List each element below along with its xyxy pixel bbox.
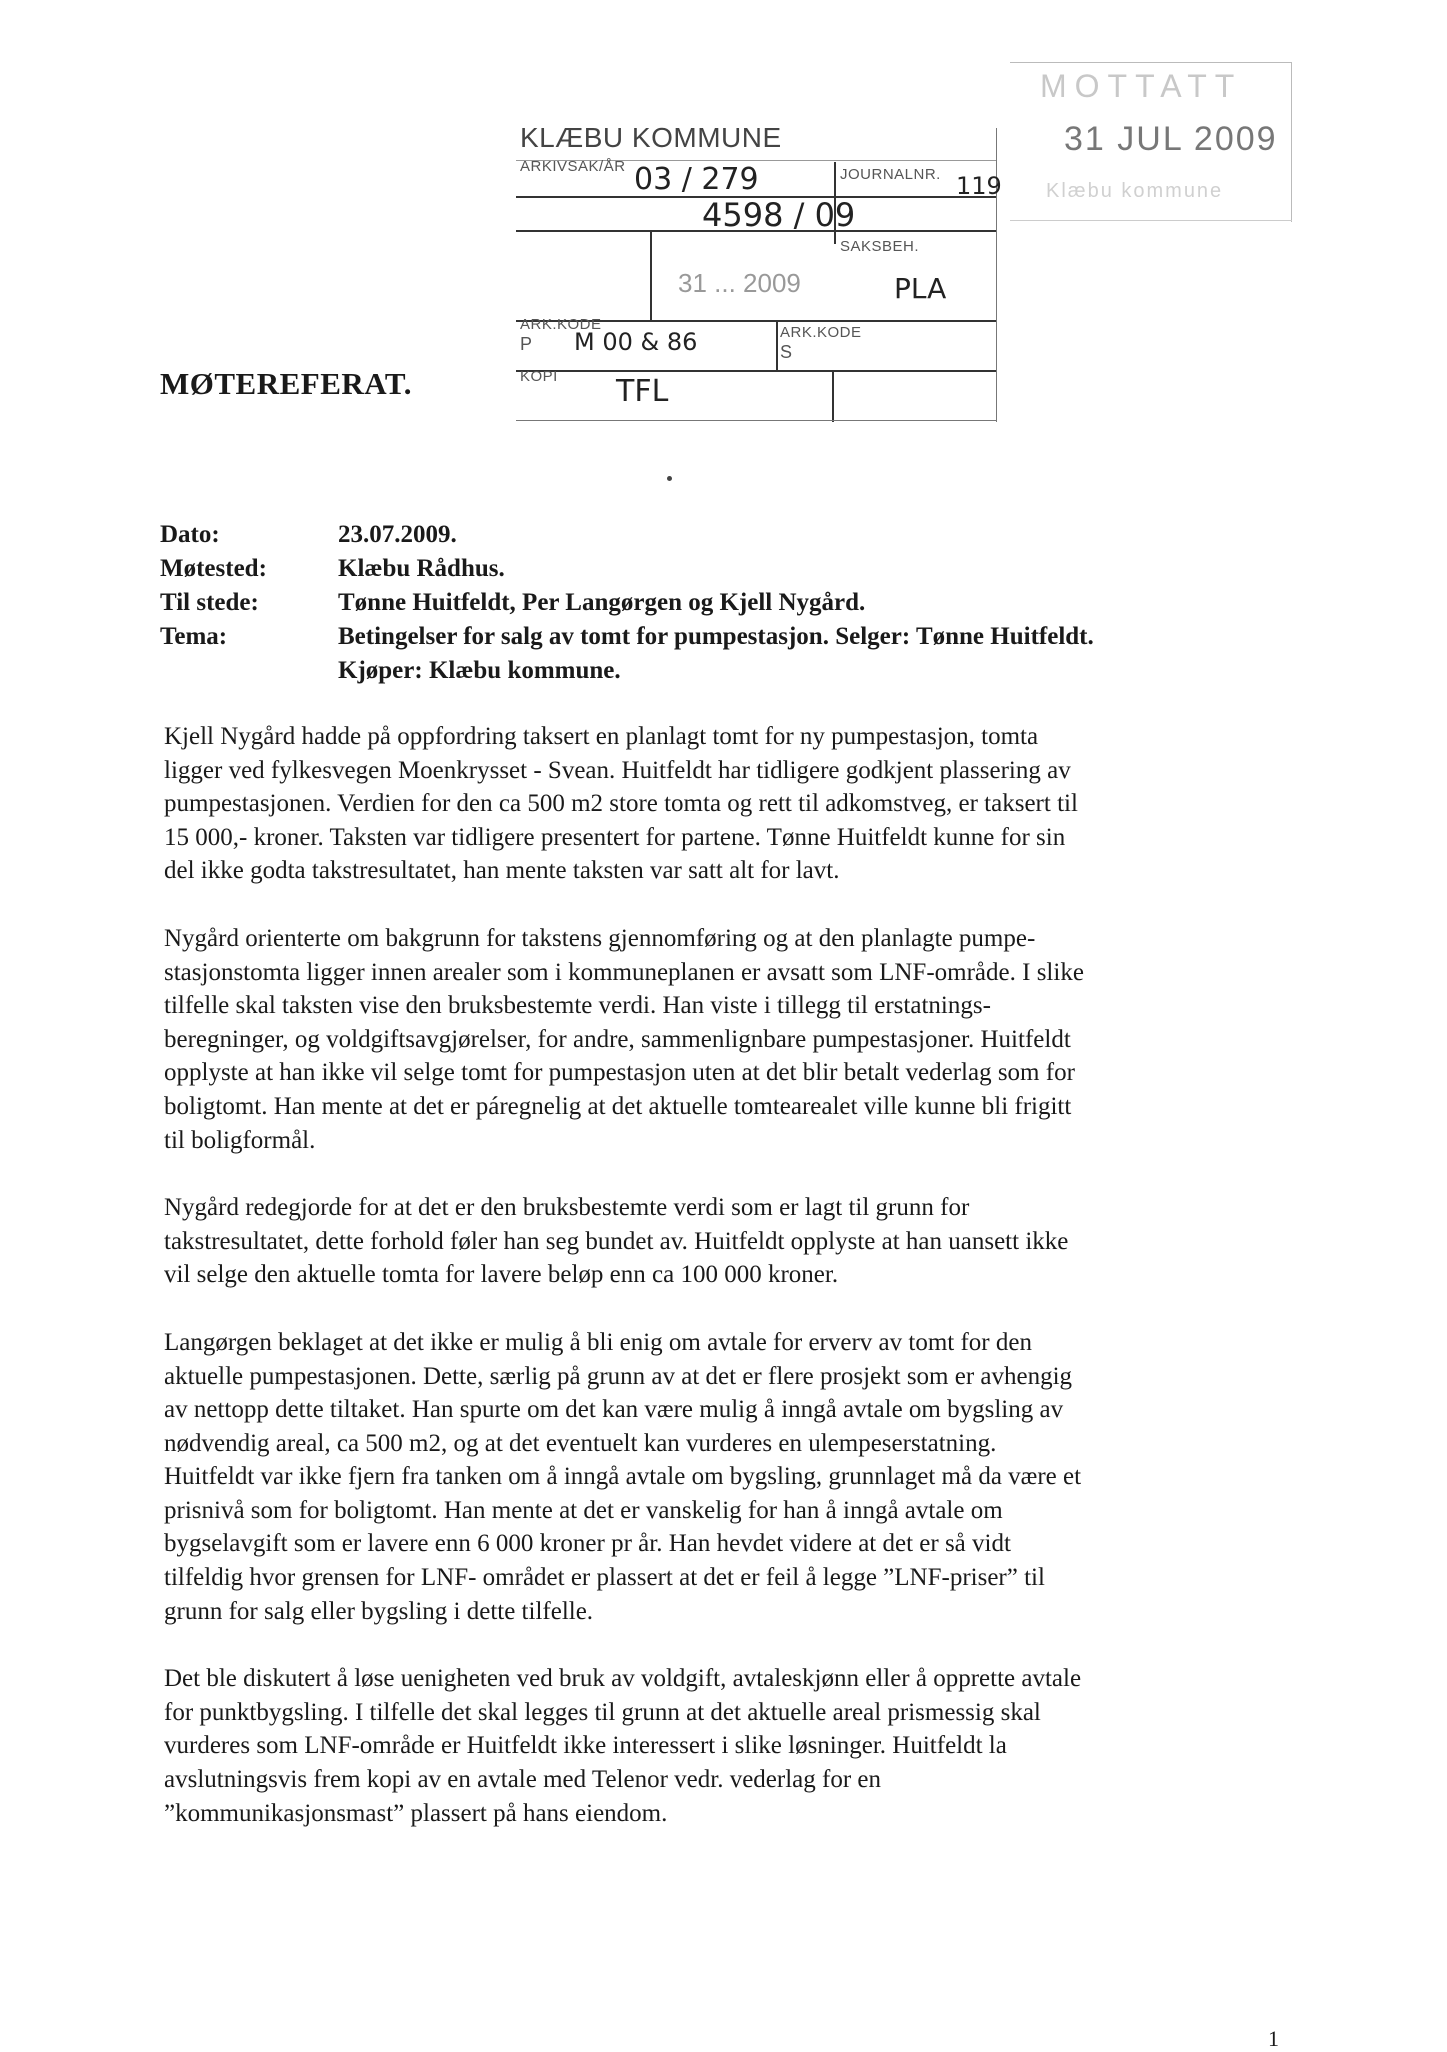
received-stamp bbox=[1010, 62, 1292, 222]
meta-value: Klæbu Rådhus. bbox=[338, 555, 505, 582]
text-line: av nettopp dette tiltaket. Han spurte om det kan være mulig å inngå avtale om bygsling av bbox=[164, 1396, 1064, 1424]
text-line: tilfelle skal taksten vise den bruksbestemte verdi. Han viste i tillegg til erstatnings- bbox=[164, 992, 991, 1020]
stamp-arkivsak-value: 03 / 279 bbox=[634, 162, 759, 197]
paragraph bbox=[164, 1191, 1284, 1292]
stamp-saksbeh-value: PLA bbox=[894, 272, 947, 305]
stamp-kopi-label: KOPI bbox=[520, 368, 558, 385]
stamp-date-faded: 31 ... 2009 bbox=[678, 268, 801, 298]
stamp-arkkode-label-1: ARK.KODE bbox=[520, 316, 602, 333]
stamp-divider bbox=[832, 372, 834, 422]
text-line: Nygård orienterte om bakgrunn for takstens gjennomføring og at den planlagte pumpe- bbox=[164, 924, 1036, 952]
recv-date: 31 JUL 2009 bbox=[1064, 120, 1278, 158]
stamp-divider bbox=[776, 322, 778, 370]
text-line: bygselavgift som er lavere enn 6 000 kroner pr år. Han hevdet videre at det er så vidt bbox=[164, 1530, 1011, 1558]
stamp-arkkode-s-prefix: S bbox=[780, 342, 793, 362]
text-line: boligtomt. Han mente at det er páregnelig at det aktuelle tomtearealet ville kunne bli frigitt bbox=[164, 1092, 1072, 1120]
text-line: opplyste at han ikke vil selge tomt for pumpestasjon uten at det blir betalt vederlag som for bbox=[164, 1059, 1075, 1087]
text-line: aktuelle pumpestasjonen. Dette, særlig på grunn av at det er flere prosjekt som er avhengig bbox=[164, 1362, 1073, 1390]
document-body bbox=[164, 720, 1284, 1864]
text-line: grunn for salg eller bygsling i dette tilfelle. bbox=[164, 1597, 594, 1625]
meta-label: Møtested: bbox=[160, 555, 267, 582]
meta-label: Tema: bbox=[160, 623, 228, 650]
paragraph bbox=[164, 720, 1284, 888]
text-line: tilfeldig hvor grensen for LNF- området er plassert at det er feil å legge ”LNF-priser” til bbox=[164, 1564, 1045, 1592]
text-line: beregninger, og voldgiftsavgjørelser, for andre, sammenlignbare pumpestasjoner. Huitfeldt bbox=[164, 1025, 1071, 1053]
text-line: del ikke godta takstresultatet, han mente taksten var satt alt for lavt. bbox=[164, 857, 840, 885]
recv-label: MOTTATT bbox=[1040, 68, 1243, 104]
stamp-saksbeh-label: SAKSBEH. bbox=[840, 238, 920, 255]
recv-org: Klæbu kommune bbox=[1046, 180, 1224, 202]
stamp-arkkode-p-prefix: P bbox=[520, 334, 533, 354]
text-line: til boligformål. bbox=[164, 1126, 316, 1154]
stamp-arkivsak-label: ARKIVSAK/ÅR bbox=[520, 158, 626, 175]
meta-value: Tønne Huitfeldt, Per Langørgen og Kjell Nygård. bbox=[338, 589, 866, 616]
meta-value: Betingelser for salg av tomt for pumpestasjon. Selger: Tønne Huitfeldt. bbox=[338, 623, 1094, 650]
page-title: MØTEREFERAT. bbox=[160, 366, 413, 401]
text-line: stasjonstomta ligger innen arealer som i kommuneplanen er avsatt som LNF-område. I slike bbox=[164, 958, 1084, 986]
text-line: Det ble diskutert å løse uenigheten ved bruk av voldgift, avtaleskjønn eller å opprette avtale bbox=[164, 1665, 1082, 1693]
text-line: nødvendig areal, ca 500 m2, og at det eventuelt kan vurderes en ulempeserstatning. bbox=[164, 1429, 997, 1457]
recv-border-bottom bbox=[1010, 220, 1292, 221]
stamp-journal-label: JOURNALNR. bbox=[840, 166, 941, 183]
text-line: takstresultatet, dette forhold føler han seg bundet av. Huitfeldt opplyste at han uansett ikke bbox=[164, 1227, 1069, 1255]
text-line: avslutningsvis frem kopi av en avtale med Telenor vedr. vederlag for en bbox=[164, 1766, 882, 1794]
archive-stamp bbox=[516, 118, 1006, 423]
stamp-doc-number: 4598 / 09 bbox=[702, 196, 856, 234]
text-line: Langørgen beklaget at det ikke er mulig å bli enig om avtale for erverv av tomt for den bbox=[164, 1328, 1032, 1356]
meta-value-continued: Kjøper: Klæbu kommune. bbox=[338, 657, 621, 684]
text-line: prisnivå som for boligtomt. Han mente at det er vanskelig for han å inngå avtale om bbox=[164, 1496, 1003, 1524]
paragraph bbox=[164, 1326, 1284, 1628]
stamp-municipality: KLÆBU KOMMUNE bbox=[520, 122, 782, 153]
stamp-divider bbox=[650, 232, 652, 320]
text-line: vil selge den aktuelle tomta for lavere beløp enn ca 100 000 kroner. bbox=[164, 1261, 839, 1289]
stamp-divider bbox=[516, 370, 996, 372]
meta-label: Dato: bbox=[160, 521, 220, 548]
page-number: 1 bbox=[1268, 2026, 1279, 2051]
stamp-divider bbox=[516, 420, 996, 421]
recv-border-top bbox=[1010, 62, 1292, 63]
text-line: for punktbygsling. I tilfelle det skal legges til grunn at det aktuelle areal prismessig skal bbox=[164, 1698, 1041, 1726]
stamp-kopi-value: TFL bbox=[616, 374, 669, 409]
stamp-journal-value: 119 bbox=[956, 172, 1002, 200]
paragraph bbox=[164, 922, 1284, 1157]
stray-mark bbox=[667, 476, 672, 481]
text-line: ”kommunikasjonsmast” plassert på hans eiendom. bbox=[164, 1799, 668, 1827]
text-line: Nygård redegjorde for at det er den bruksbestemte verdi som er lagt til grunn for bbox=[164, 1194, 970, 1222]
text-line: 15 000,- kroner. Taksten var tidligere presentert for partene. Tønne Huitfeldt kunne for sin bbox=[164, 823, 1066, 851]
text-line: pumpestasjonen. Verdien for den ca 500 m2 store tomta og rett til adkomstveg, er taksert til bbox=[164, 790, 1078, 818]
text-line: Huitfeldt var ikke fjern fra tanken om å inngå avtale om bygsling, grunnlaget må da være et bbox=[164, 1463, 1082, 1491]
text-line: Kjell Nygård hadde på oppfordring taksert en planlagt tomt for ny pumpestasjon, tomta bbox=[164, 723, 1039, 750]
meta-value: 23.07.2009. bbox=[338, 521, 457, 548]
stamp-arkkode-p-value: M 00 & 86 bbox=[574, 328, 698, 356]
text-line: vurderes som LNF-område er Huitfeldt ikke interessert i slike løsninger. Huitfeldt la bbox=[164, 1732, 1007, 1760]
meta-label: Til stede: bbox=[160, 589, 259, 616]
text-line: ligger ved fylkesvegen Moenkrysset - Svean. Huitfeldt har tidligere godkjent plassering av bbox=[164, 756, 1071, 784]
paragraph bbox=[164, 1662, 1284, 1830]
recv-border-right bbox=[1291, 62, 1292, 222]
stamp-arkkode-label-2: ARK.KODE bbox=[780, 324, 862, 341]
